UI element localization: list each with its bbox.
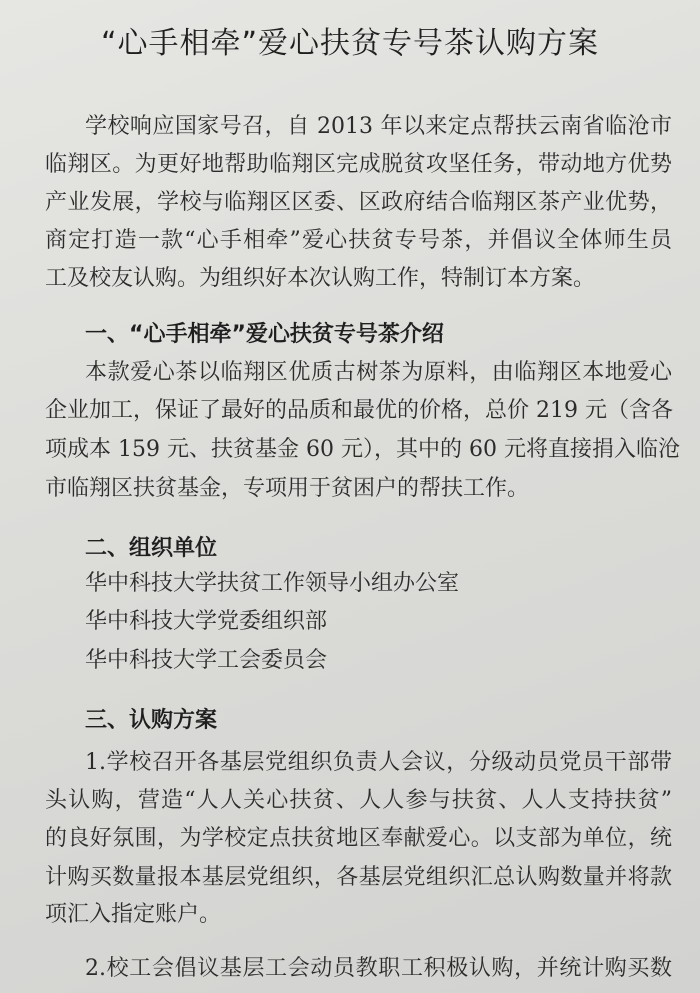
text-line: 商定打造一款“心手相牵”爱心扶贫专号茶，并倡议全体师生员: [45, 228, 672, 253]
document-title: “心手相牵”爱心扶贫专号茶认购方案: [100, 26, 600, 61]
section-heading: 一、“心手相牵”爱心扶贫专号茶介绍: [85, 322, 444, 347]
text-line: 临翔区。为更好地帮助临翔区完成脱贫攻坚任务，带动地方优势: [45, 152, 672, 177]
text-line: 2.校工会倡议基层工会动员教职工积极认购，并统计购买数: [85, 956, 672, 981]
text-line: 工及校友认购。为组织好本次认购工作，特制订本方案。: [45, 266, 596, 291]
text-line: 的良好氛围，为学校定点扶贫地区奉献爱心。以支部为单位，统: [45, 826, 672, 851]
text-line: 学校响应国家号召，自 2013 年以来定点帮扶云南省临沧市: [85, 114, 672, 139]
text-line: 市临翔区扶贫基金，专项用于贫困户的帮扶工作。: [45, 476, 530, 501]
organizer-item: 华中科技大学党委组织部: [85, 609, 328, 634]
text-line: 项成本 159 元、扶贫基金 60 元），其中的 60 元将直接捐入临沧: [45, 437, 680, 462]
section-heading: 二、组织单位: [85, 536, 218, 561]
organizer-item: 华中科技大学工会委员会: [85, 648, 328, 673]
text-line: 计购买数量报本基层党组织，各基层党组织汇总认购数量并将款: [45, 865, 672, 890]
text-line: 1.学校召开各基层党组织负责人会议，分级动员党员干部带: [85, 750, 672, 775]
section-heading: 三、认购方案: [85, 708, 218, 733]
text-line: 产业发展，学校与临翔区区委、区政府结合临翔区茶产业优势，: [45, 190, 672, 215]
text-line: 头认购，营造“人人关心扶贫、人人参与扶贫、人人支持扶贫”: [45, 788, 672, 813]
organizer-item: 华中科技大学扶贫工作领导小组办公室: [85, 571, 460, 596]
text-line: 项汇入指定账户。: [45, 902, 222, 927]
text-line: 本款爱心茶以临翔区优质古树茶为原料，由临翔区本地爱心: [85, 360, 672, 385]
text-line: 企业加工，保证了最好的品质和最优的价格，总价 219 元（含各: [45, 398, 673, 423]
